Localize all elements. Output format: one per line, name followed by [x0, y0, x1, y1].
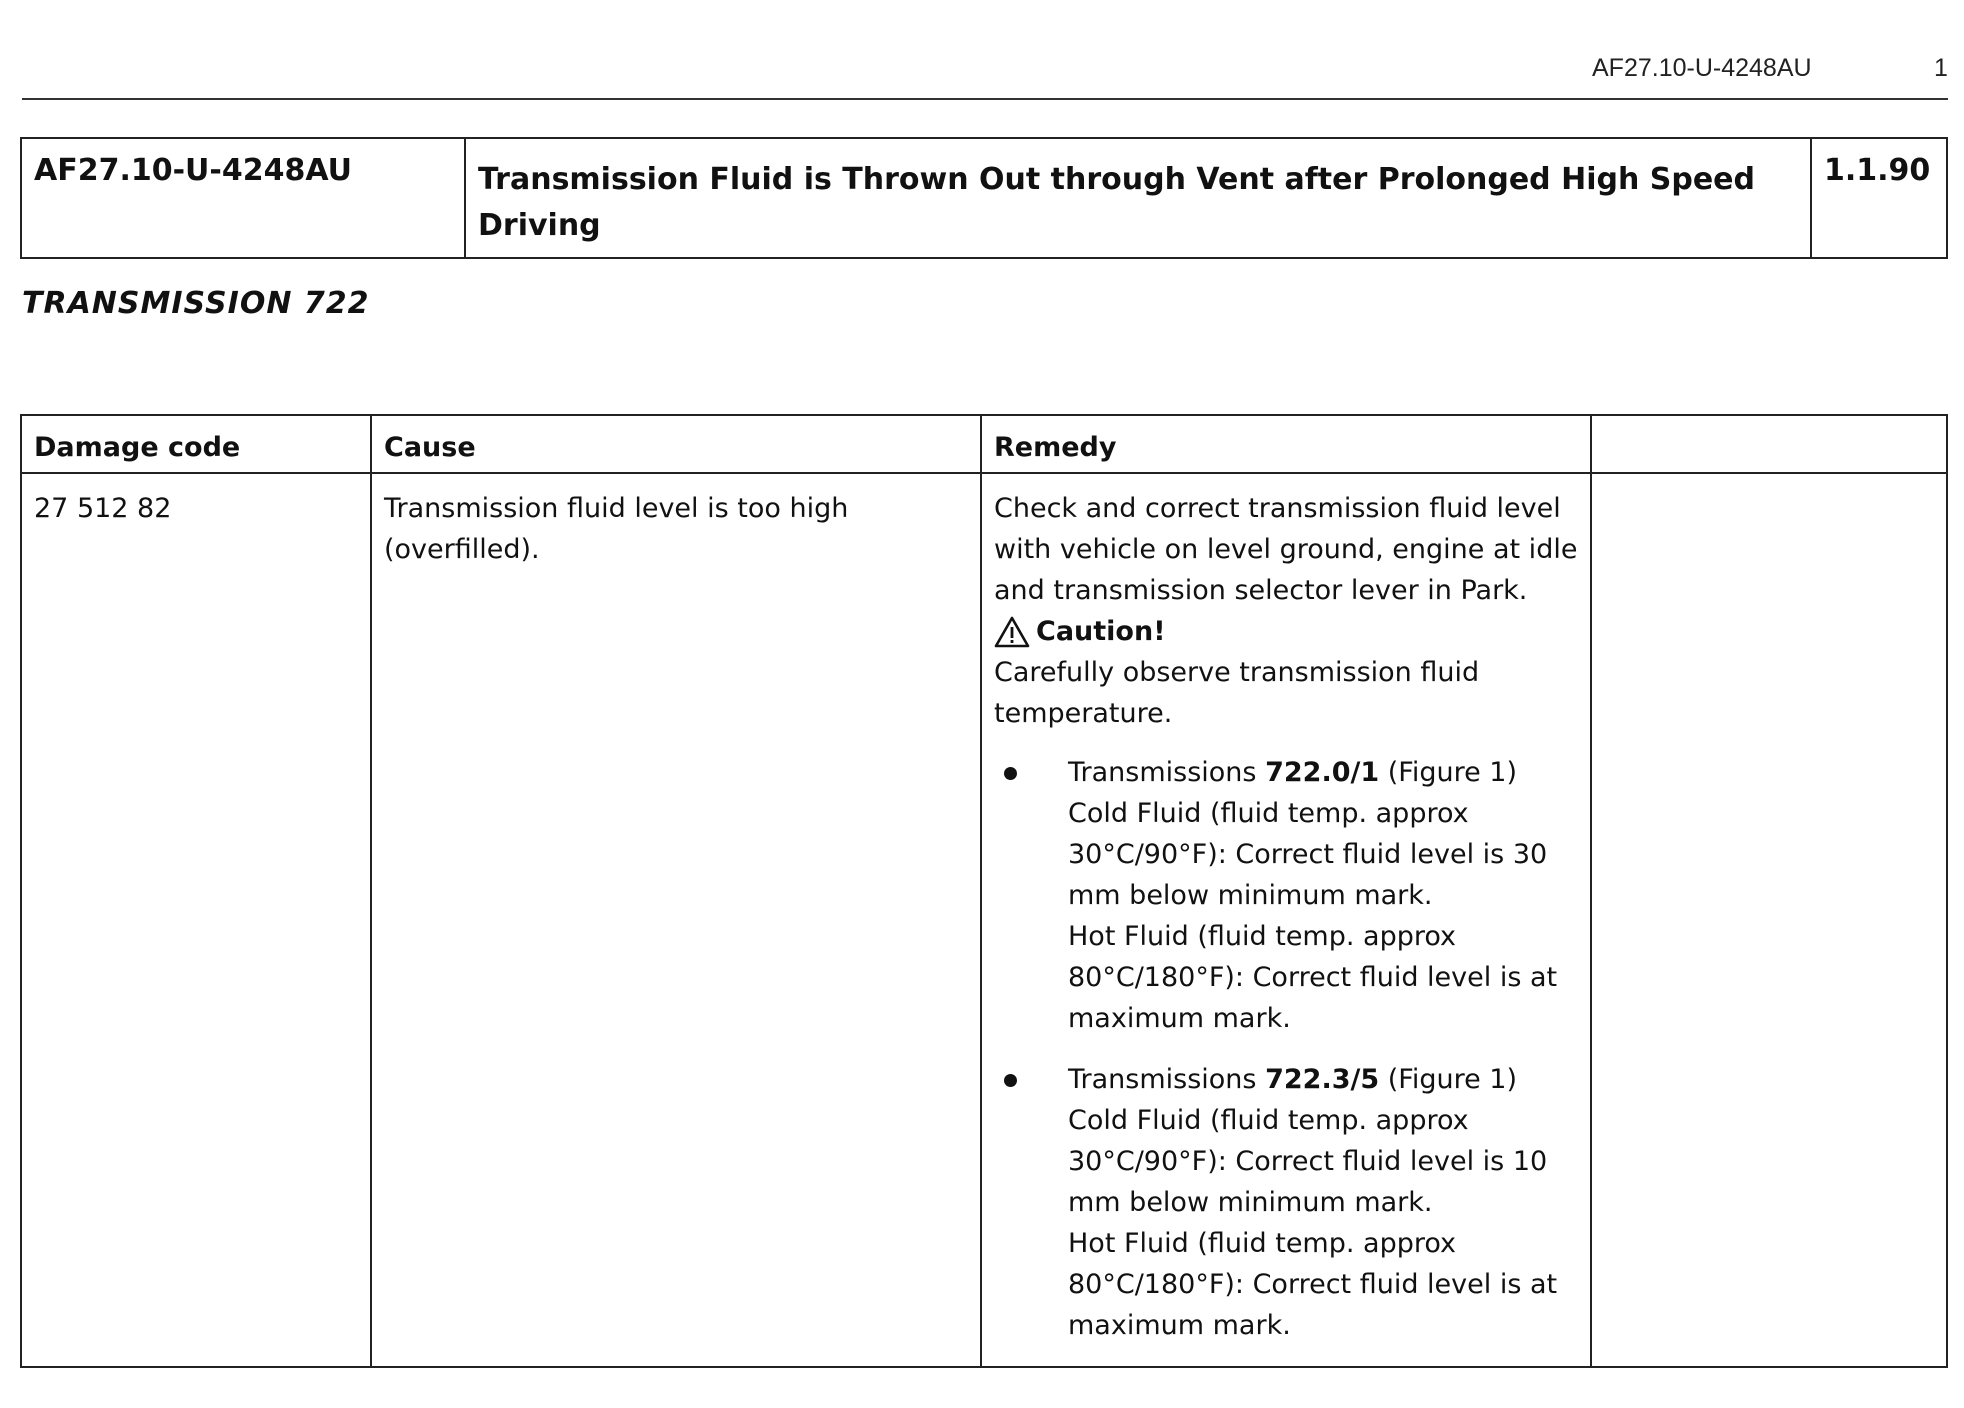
transmission-model: 722.0/1 [1265, 757, 1380, 788]
running-header [0, 54, 1964, 90]
remedy-intro: Check and correct transmission fluid level with vehicle on level ground, engine at idle and transmission selector lever in Park. [994, 493, 1578, 606]
title-doc-id: AF27.10-U-4248AU [21, 138, 465, 258]
caution-text: Carefully observe transmission fluid temperature. [994, 657, 1480, 729]
reference-number: 1.1.90 [1811, 138, 1947, 258]
warning-triangle-icon [994, 616, 1030, 648]
transmission-model: 722.3/5 [1265, 1064, 1380, 1095]
header-cause: Cause [371, 415, 981, 473]
damage-code-cell: 27 512 82 [21, 473, 371, 1367]
cold-fluid-text: (Figure 1) Cold Fluid (fluid temp. approx 30°C/90°F): Correct fluid level is 10 mm below minimum mark. [1068, 1064, 1548, 1218]
page-number: 1 [1934, 54, 1948, 82]
caution-label: Caution! [1036, 616, 1166, 647]
document-title: Transmission Fluid is Thrown Out through Vent after Prolonged High Speed Driving [465, 138, 1811, 258]
title-block [20, 137, 1948, 259]
hot-fluid-text: Hot Fluid (fluid temp. approx 80°C/180°F): Correct fluid level is at maximum mark. [1068, 921, 1558, 1034]
bullet-icon [1004, 767, 1017, 780]
list-item [994, 1059, 1584, 1346]
cause-cell: Transmission fluid level is too high (overfilled). [371, 473, 981, 1367]
cold-fluid-text: (Figure 1) Cold Fluid (fluid temp. approx 30°C/90°F): Correct fluid level is 30 mm below minimum mark. [1068, 757, 1548, 911]
table-header-row [21, 415, 1947, 473]
header-rule [22, 98, 1948, 100]
caution-line [994, 611, 1584, 652]
remedy-cell [981, 473, 1591, 1367]
section-heading: TRANSMISSION 722 [22, 286, 370, 321]
bullet-icon [1004, 1074, 1017, 1087]
hot-fluid-text: Hot Fluid (fluid temp. approx 80°C/180°F): Correct fluid level is at maximum mark. [1068, 1228, 1558, 1341]
header-remedy: Remedy [981, 415, 1591, 473]
extra-cell [1591, 473, 1947, 1367]
damage-table [20, 414, 1948, 1368]
list-item [994, 752, 1584, 1039]
fluid-level-list [994, 752, 1584, 1346]
header-damage-code: Damage code [21, 415, 371, 473]
header-doc-id: AF27.10-U-4248AU [1592, 54, 1812, 82]
bullet-prefix: Transmissions [1068, 757, 1266, 788]
bullet-prefix: Transmissions [1068, 1064, 1266, 1095]
header-extra [1591, 415, 1947, 473]
table-row [21, 473, 1947, 1367]
